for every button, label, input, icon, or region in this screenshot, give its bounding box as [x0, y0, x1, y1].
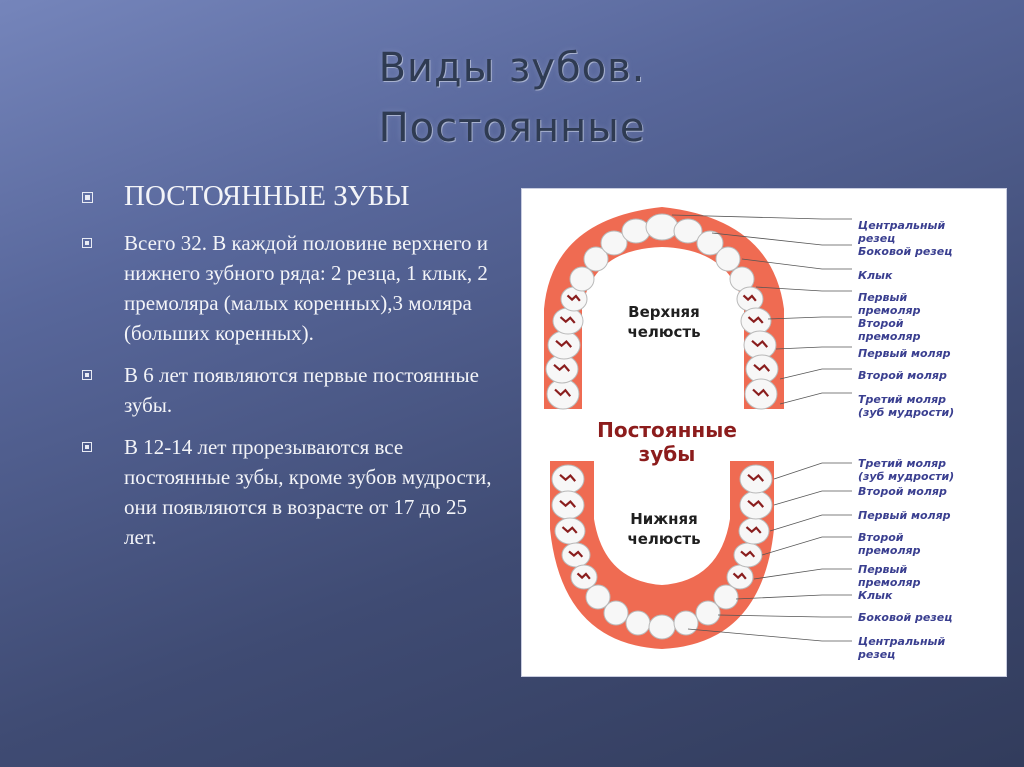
upper-tooth-10 [646, 214, 678, 240]
lower-label-5-line-2: премоляр [858, 576, 921, 589]
upper-label-4-line-1: Первый [858, 291, 908, 304]
upper-label-7-line-1: Второй моляр [858, 369, 947, 382]
lower-tooth-9 [649, 615, 675, 639]
upper-label-1-line-2: резец [858, 232, 896, 245]
upper-tooth-labels [857, 219, 954, 419]
upper-label-2-line-1: Боковой резец [858, 245, 953, 258]
lower-label-5-line-1: Первый [858, 563, 908, 576]
slide-title-line-2: Постоянные [378, 105, 646, 151]
upper-jaw-label-line-1: Верхняя [628, 303, 700, 321]
upper-label-8-line-2: (зуб мудрости) [858, 406, 955, 419]
bullet-list [78, 176, 498, 564]
upper-tooth-6 [570, 267, 594, 291]
upper-label-5-line-1: Второй [858, 317, 904, 330]
upper-jaw-label-line-2: челюсть [627, 323, 701, 341]
lower-label-7-line-1: Боковой резец [858, 611, 953, 624]
upper-tooth-13 [716, 247, 740, 271]
lower-label-6-line-1: Клык [858, 589, 893, 602]
slide-title-line-1: Виды зубов. [378, 45, 646, 91]
upper-label-8-line-1: Третий моляр [858, 393, 946, 406]
bullet-marker-icon [82, 192, 93, 203]
center-label-line-2: зубы [638, 442, 696, 466]
lower-label-1-line-2: (зуб мудрости) [858, 470, 955, 483]
bullet-item-twelve-years [78, 432, 498, 552]
bullet-marker-icon [82, 370, 92, 380]
slide-title [0, 38, 1024, 158]
lower-label-4-line-1: Второй [858, 531, 904, 544]
bullet-text: ПОСТОЯННЫЕ ЗУБЫ [124, 180, 410, 212]
bullet-text: В 12-14 лет прорезываются все постоянные зубы, кроме зубов мудрости, они появляются в возрасте от 17 до 25 лет. [124, 435, 492, 549]
lower-tooth-10 [674, 611, 698, 635]
upper-label-4-line-2: премоляр [858, 304, 921, 317]
upper-label-1-line-1: Центральный [858, 219, 946, 232]
lower-label-8-line-2: резец [858, 648, 896, 661]
center-label-line-1: Постоянные [597, 418, 737, 442]
lower-leader-line-1 [774, 463, 852, 479]
teeth-diagram-canvas [522, 189, 1006, 676]
lower-leader-line-5 [754, 569, 852, 579]
upper-leader-line-8 [780, 393, 852, 404]
lower-tooth-7 [604, 601, 628, 625]
upper-leader-line-7 [780, 369, 852, 379]
lower-tooth-12 [714, 585, 738, 609]
lower-leader-line-2 [774, 491, 852, 505]
lower-leader-line-3 [770, 515, 852, 531]
upper-label-5-line-2: премоляр [858, 330, 921, 343]
lower-label-4-line-2: премоляр [858, 544, 921, 557]
lower-label-8-line-1: Центральный [858, 635, 946, 648]
lower-leader-line-4 [762, 537, 852, 555]
lower-jaw-label-line-2: челюсть [627, 530, 701, 548]
lower-tooth-8 [626, 611, 650, 635]
lower-tooth-labels [857, 457, 954, 661]
teeth-diagram [521, 188, 1007, 677]
bullet-marker-icon [82, 442, 92, 452]
upper-leader-line-6 [776, 347, 852, 349]
bullet-item-total [78, 228, 498, 348]
upper-label-3-line-1: Клык [858, 269, 893, 282]
bullet-item-heading [78, 176, 498, 216]
bullet-text: В 6 лет появляются первые постоянные зубы. [124, 363, 479, 417]
bullet-marker-icon [82, 238, 92, 248]
upper-label-6-line-1: Первый моляр [858, 347, 951, 360]
lower-label-2-line-1: Второй моляр [858, 485, 947, 498]
bullet-text: Всего 32. В каждой половине верхнего и нижнего зубного ряда: 2 резца, 1 клык, 2 премоляра (малых коренных),3 моляра (больших коренных). [124, 231, 489, 345]
lower-jaw-label-line-1: Нижняя [630, 510, 698, 528]
lower-label-3-line-1: Первый моляр [858, 509, 951, 522]
bullet-item-six-years [78, 360, 498, 420]
upper-tooth-9 [622, 219, 650, 243]
lower-label-1-line-1: Третий моляр [858, 457, 946, 470]
